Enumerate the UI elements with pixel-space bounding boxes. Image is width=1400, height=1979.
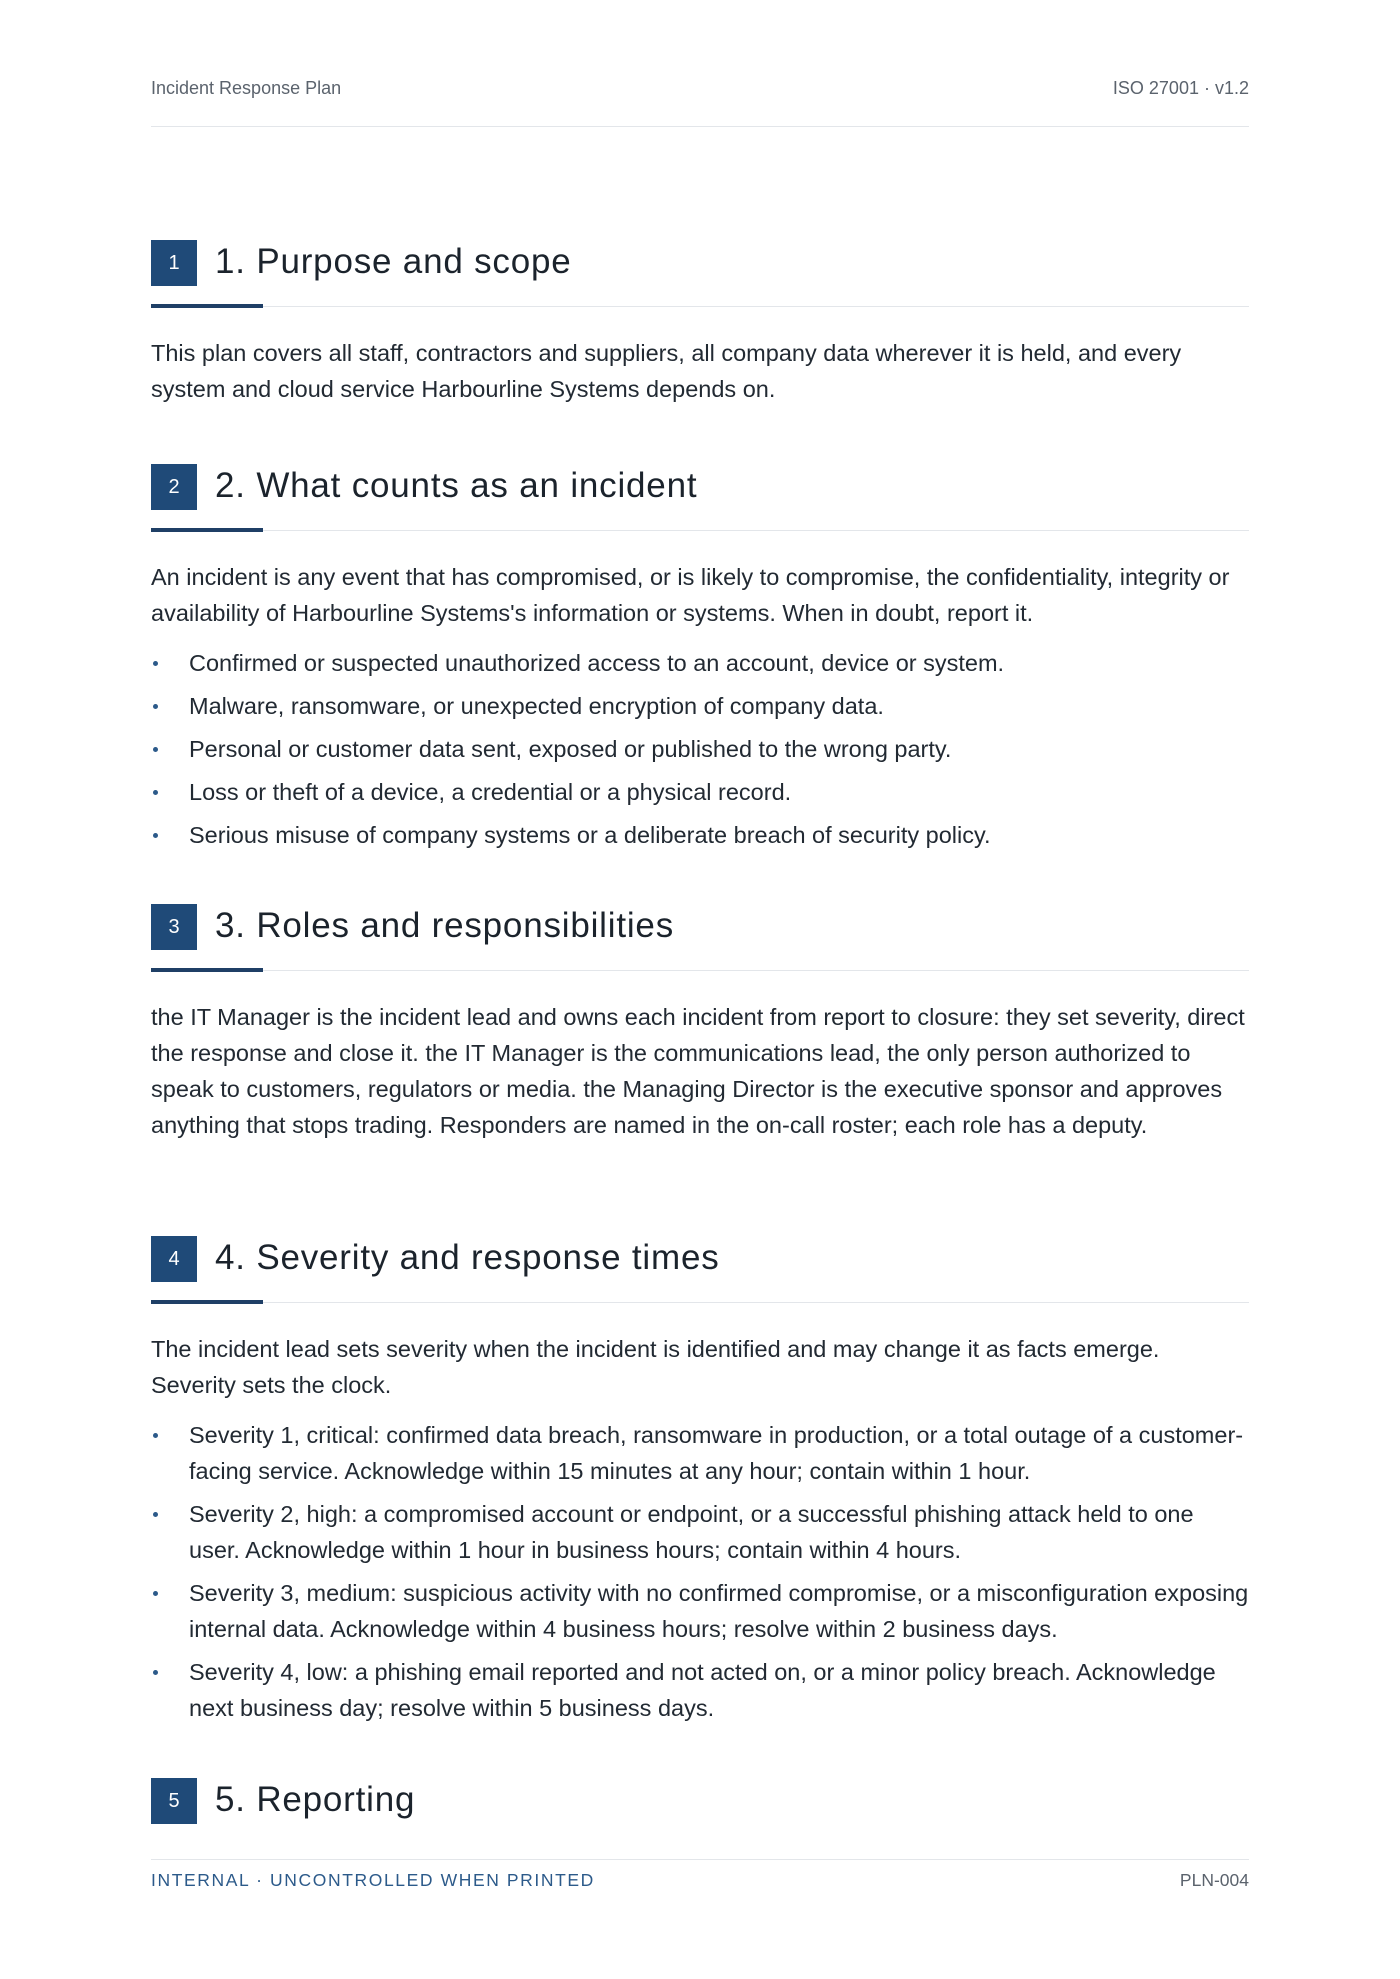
section-content xyxy=(151,1331,1249,1726)
section-heading xyxy=(151,904,1249,971)
incident-type-list xyxy=(151,645,1249,853)
bullet-icon xyxy=(153,790,158,795)
list-item xyxy=(151,1417,1249,1489)
section-severity xyxy=(151,1236,1249,1733)
list-item xyxy=(151,817,1249,853)
section-what-counts xyxy=(151,464,1249,860)
section-content xyxy=(151,335,1249,407)
section-heading xyxy=(151,464,1249,531)
document-id: PLN-004 xyxy=(1179,1870,1249,1890)
list-item-text: Loss or theft of a device, a credential or a physical record. xyxy=(189,779,792,805)
list-item xyxy=(151,774,1249,810)
bullet-icon xyxy=(153,1670,158,1675)
list-item xyxy=(151,1654,1249,1726)
bullet-icon xyxy=(153,1591,158,1596)
list-item-text: Severity 4, low: a phishing email reported and not acted on, or a minor policy breach. Acknowledge next business day; resolve within 5 business days. xyxy=(189,1659,1216,1721)
section-title: 3. Roles and responsibilities xyxy=(215,906,674,945)
section-number-badge: 3 xyxy=(151,904,197,950)
bullet-icon xyxy=(153,747,158,752)
document-title: Incident Response Plan xyxy=(151,78,342,98)
section-heading xyxy=(151,1778,1249,1844)
standard-version: ISO 27001 · v1.2 xyxy=(1112,78,1249,98)
section-number-badge: 2 xyxy=(151,464,197,510)
section-paragraph: The incident lead sets severity when the incident is identified and may change it as facts emerge. Severity sets the clock. xyxy=(151,1336,1160,1398)
list-item-text: Severity 1, critical: confirmed data breach, ransomware in production, or a total outage of a customer-facing service. Acknowledge within 15 minutes at any hour; contain within 1 hour. xyxy=(189,1422,1244,1484)
list-item-text: Personal or customer data sent, exposed or published to the wrong party. xyxy=(189,736,952,762)
list-item-text: Confirmed or suspected unauthorized access to an account, device or system. xyxy=(189,650,1005,676)
list-item-text: Malware, ransomware, or unexpected encryption of company data. xyxy=(189,693,884,719)
section-number-badge: 1 xyxy=(151,240,197,286)
section-number-badge: 5 xyxy=(151,1778,197,1824)
section-reporting xyxy=(151,1778,1249,1844)
section-paragraph: This plan covers all staff, contractors and suppliers, all company data wherever it is held, and every system and cloud service Harbourline Systems depends on. xyxy=(151,340,1182,402)
bullet-icon xyxy=(153,833,158,838)
classification-label: INTERNAL · UNCONTROLLED WHEN PRINTED xyxy=(151,1870,595,1890)
section-paragraph: the IT Manager is the incident lead and owns each incident from report to closure: they set severity, direct the response and close it. the IT Manager is the communications lead, the only person authorized to speak to customers, regulators or media. the Managing Director is the executive sponsor and approves anything that stops trading. Responders are named in the on-call roster; each role has a deputy. xyxy=(151,1004,1245,1138)
section-paragraph: An incident is any event that has compromised, or is likely to compromise, the confidentiality, integrity or availability of Harbourline Systems's information or systems. When in doubt, report it. xyxy=(151,564,1230,626)
page-footer xyxy=(151,1859,1249,1891)
severity-list xyxy=(151,1417,1249,1726)
section-roles xyxy=(151,904,1249,1143)
section-title: 1. Purpose and scope xyxy=(215,242,572,281)
section-title: 5. Reporting xyxy=(215,1780,416,1819)
section-content xyxy=(151,559,1249,853)
list-item xyxy=(151,1496,1249,1568)
section-content xyxy=(151,999,1249,1143)
section-title: 4. Severity and response times xyxy=(215,1238,720,1277)
bullet-icon xyxy=(153,704,158,709)
list-item-text: Severity 2, high: a compromised account or endpoint, or a successful phishing attack held to one user. Acknowledge within 1 hour in business hours; contain within 4 hours. xyxy=(189,1501,1194,1563)
list-item-text: Severity 3, medium: suspicious activity with no confirmed compromise, or a misconfiguration exposing internal data. Acknowledge within 4 business hours; resolve within 2 business days. xyxy=(189,1580,1249,1642)
section-heading xyxy=(151,240,1249,307)
list-item-text: Serious misuse of company systems or a deliberate breach of security policy. xyxy=(189,822,991,848)
page-header xyxy=(151,78,1249,127)
section-purpose-scope xyxy=(151,240,1249,407)
bullet-icon xyxy=(153,1433,158,1438)
bullet-icon xyxy=(153,661,158,666)
section-heading xyxy=(151,1236,1249,1303)
list-item xyxy=(151,688,1249,724)
bullet-icon xyxy=(153,1512,158,1517)
section-number-badge: 4 xyxy=(151,1236,197,1282)
section-title: 2. What counts as an incident xyxy=(215,466,698,505)
list-item xyxy=(151,731,1249,767)
list-item xyxy=(151,1575,1249,1647)
list-item xyxy=(151,645,1249,681)
